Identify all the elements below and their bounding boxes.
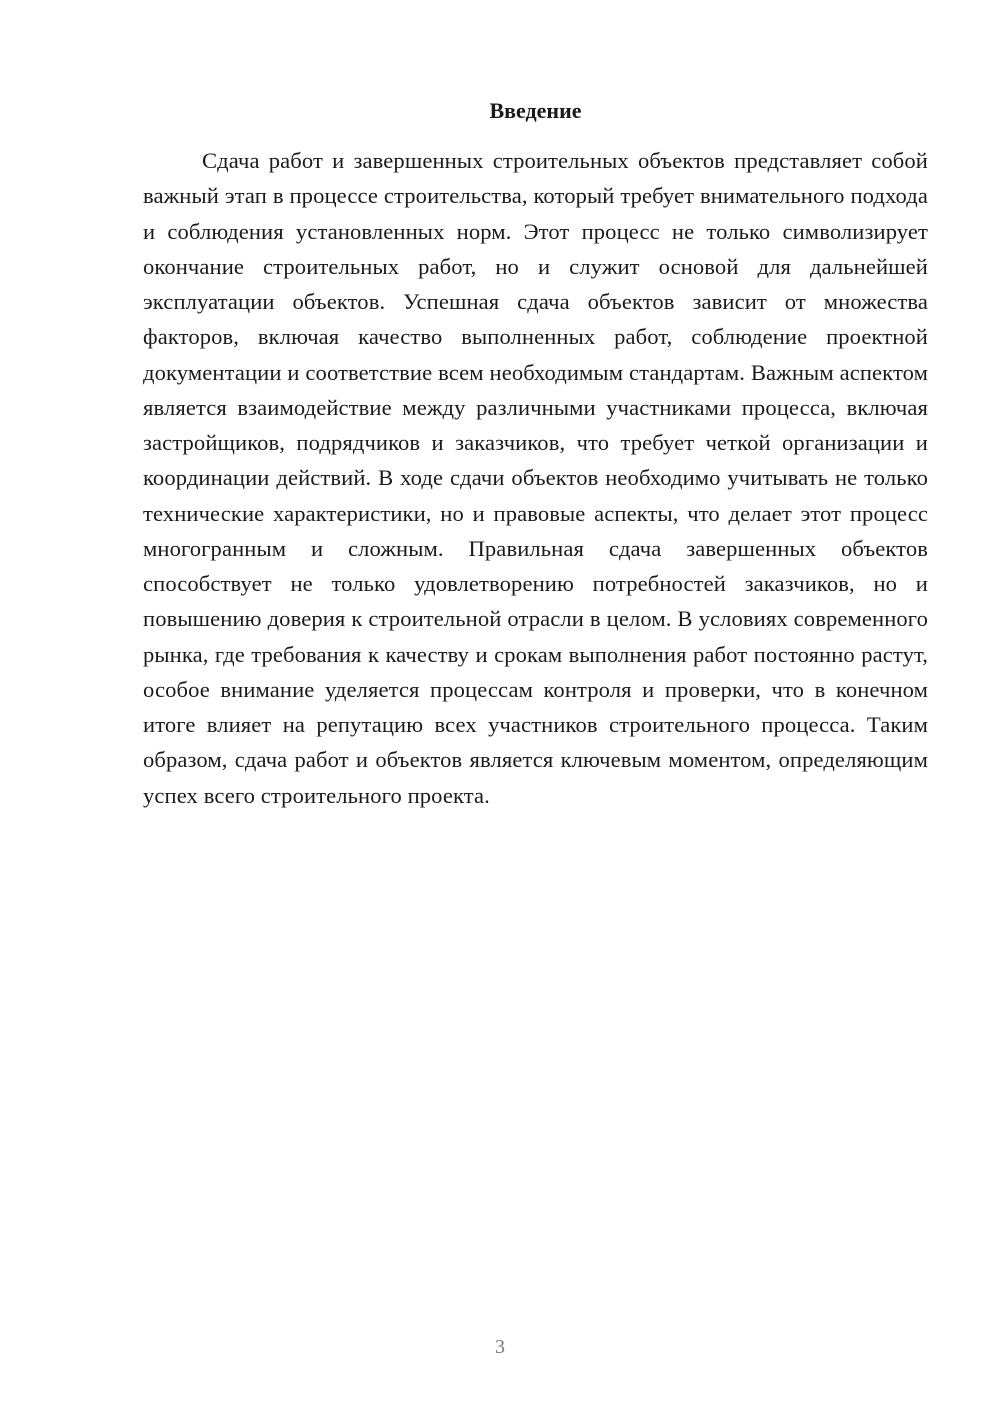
section-heading: Введение (489, 98, 582, 123)
body-paragraph: Сдача работ и завершенных строительных объектов представляет собой важный этап в процессе строительства, который требует внимательного подхода и соблюдения установленных норм. Этот процесс не только символизирует окончание строительных работ, но и служит основой для дальнейшей эксплуатации объектов. Успешная сдача объектов зависит от множества факторов, включая качество выполненных работ, соблюдение проектной документации и соответствие всем необходимым стандартам. Важным аспектом является взаимодействие между различными участниками процесса, включая застройщиков, подрядчиков и заказчиков, что требует четкой организации и координации действий. В ходе сдачи объектов необходимо учитывать не только технические характеристики, но и правовые аспекты, что делает этот процесс многогранным и сложным. Правильная сдача завершенных объектов способствует не только удовлетворению потребностей заказчиков, но и повышению доверия к строительной отрасли в целом. В условиях современного рынка, где требования к качеству и срокам выполнения работ постоянно растут, особое внимание уделяется процессам контроля и проверки, что в конечном итоге влияет на репутацию всех участников строительного процесса. Таким образом, сдача работ и объектов является ключевым моментом, определяющим успех всего строительного проекта. (143, 148, 928, 808)
page-number: 3 (495, 1336, 505, 1358)
